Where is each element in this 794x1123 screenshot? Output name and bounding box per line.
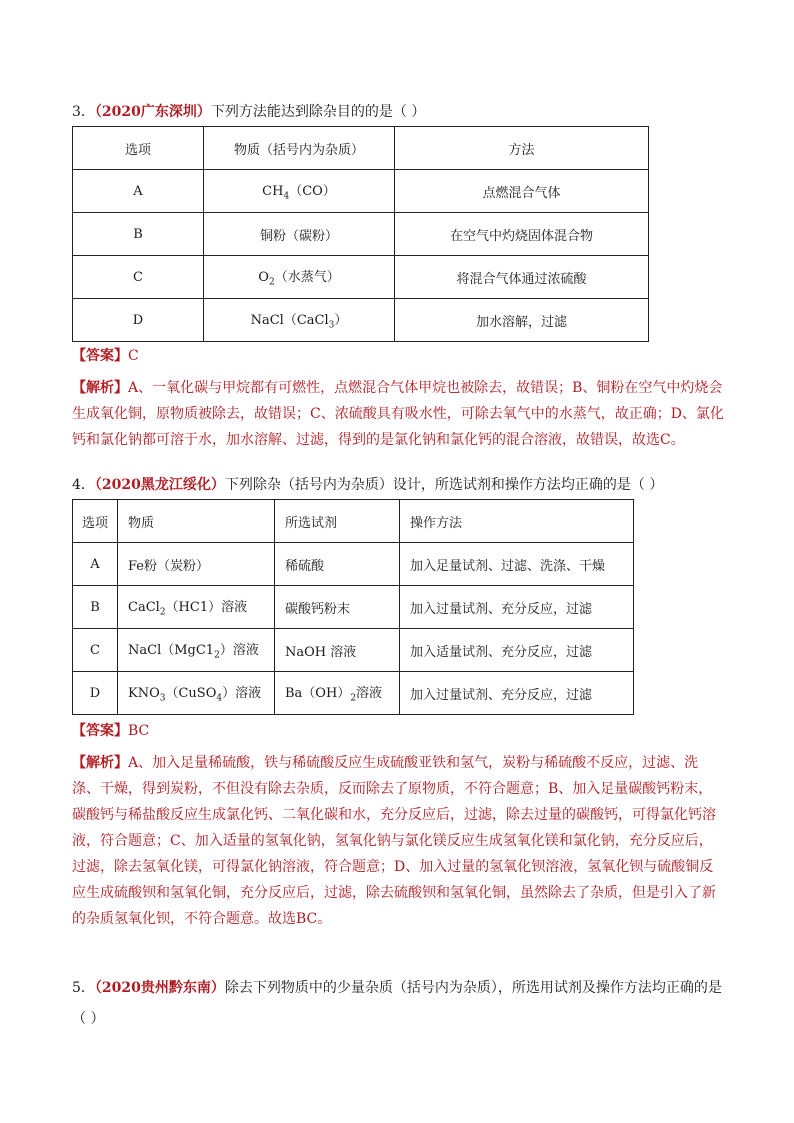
question-3-stem: 3．（2020广东深圳）下列方法能达到除杂目的的是（ ） <box>72 104 426 120</box>
table-header-row: 选项 物质 所选试剂 操作方法 <box>73 500 634 543</box>
question-3-answer: 【答案】C <box>72 348 139 364</box>
question-4-answer: 【答案】BC <box>72 723 150 739</box>
table-row: B 铜粉（碳粉） 在空气中灼烧固体混合物 <box>73 213 649 256</box>
question-4-source: （2020黑龙江绥化） <box>94 477 225 493</box>
table-row: C $NaCl(MgC1_2)$溶液 NaOH 溶液 加入适量试剂、充分反应，过滤 <box>73 629 634 672</box>
question-5-answer-paren: （ ） <box>72 1011 105 1027</box>
question-3-source: （2020广东深圳） <box>94 104 211 120</box>
table-row: B CaCl$_2$（HC1）溶液 碳酸钙粉末 加入过量试剂、充分反应，过滤 <box>73 586 634 629</box>
question-5-source: （2020贵州黔东南） <box>94 980 225 996</box>
question-3-table <box>72 126 649 342</box>
table-row: D NaCl（CaCl$_3$） 加水溶解，过滤 <box>73 299 649 342</box>
table-row: A Fe粉（炭粉） 稀硫酸 加入足量试剂、过滤、洗涤、干燥 <box>73 543 634 586</box>
table-header-row: 选项 物质（括号内为杂质） 方法 <box>73 127 649 170</box>
question-4-explanation: 【解析】A、加入足量稀硫酸，铁与稀硫酸反应生成硫酸亚铁和氢气，炭粉与稀硫酸不反应，过滤、洗涤、干燥，得到炭粉，不但没有除去杂质，反而除去了原物质，不符合题意；B、加入足量碳酸钙粉末，碳酸钙与稀盐酸反应生成氯化钙、二氧化碳和水，充分反应后，过滤，除去过量的碳酸钙，可得氯化钙溶液，符合题意；C、加入适量的氢氧化钠，氢氧化钠与氯化镁反应生成氢氧化镁和氯化钠，充分反应后，过滤，除去氢氧化镁，可得氯化钠溶液，符合题意；D、加入过量的氢氧化钡溶液，氢氧化钡与硫酸铜反应生成硫酸钡和氢氧化铜，充分反应后，过滤，除去硫酸钡和氢氧化铜，虽然除去了杂质，但是引入了新的杂质氢氧化钡，不符合题意。故选BC。 <box>72 755 716 927</box>
question-4-table <box>72 499 634 715</box>
table-row: A $CH_4(CO)$ 点燃混合气体 <box>73 170 649 213</box>
question-3-explanation: 【解析】A、一氧化碳与甲烷都有可燃性，点燃混合气体甲烷也被除去，故错误；B、铜粉在空气中灼烧会生成氧化铜，原物质被除去，故错误；C、浓硫酸具有吸水性，可除去氧气中的水蒸气，故正确；D、氯化钙和氯化钠都可溶于水，加水溶解、过滤，得到的是氯化钠和氯化钙的混合溶液，故错误，故选C。 <box>72 380 724 448</box>
table-row: D $KNO_3(CuSO_4)$溶液 $Ba(OH)_2$溶液 加入过量试剂、充分反应，过滤 <box>73 672 634 715</box>
question-5-stem: 5．（2020贵州黔东南）除去下列物质中的少量杂质（括号内为杂质），所选用试剂及操作方法均正确的是 <box>72 980 722 996</box>
question-4-stem: 4．（2020黑龙江绥化）下列除杂（括号内为杂质）设计，所选试剂和操作方法均正确的是（ ） <box>72 477 664 493</box>
table-row: C $O_2$（水蒸气） 将混合气体通过浓硫酸 <box>73 256 649 299</box>
